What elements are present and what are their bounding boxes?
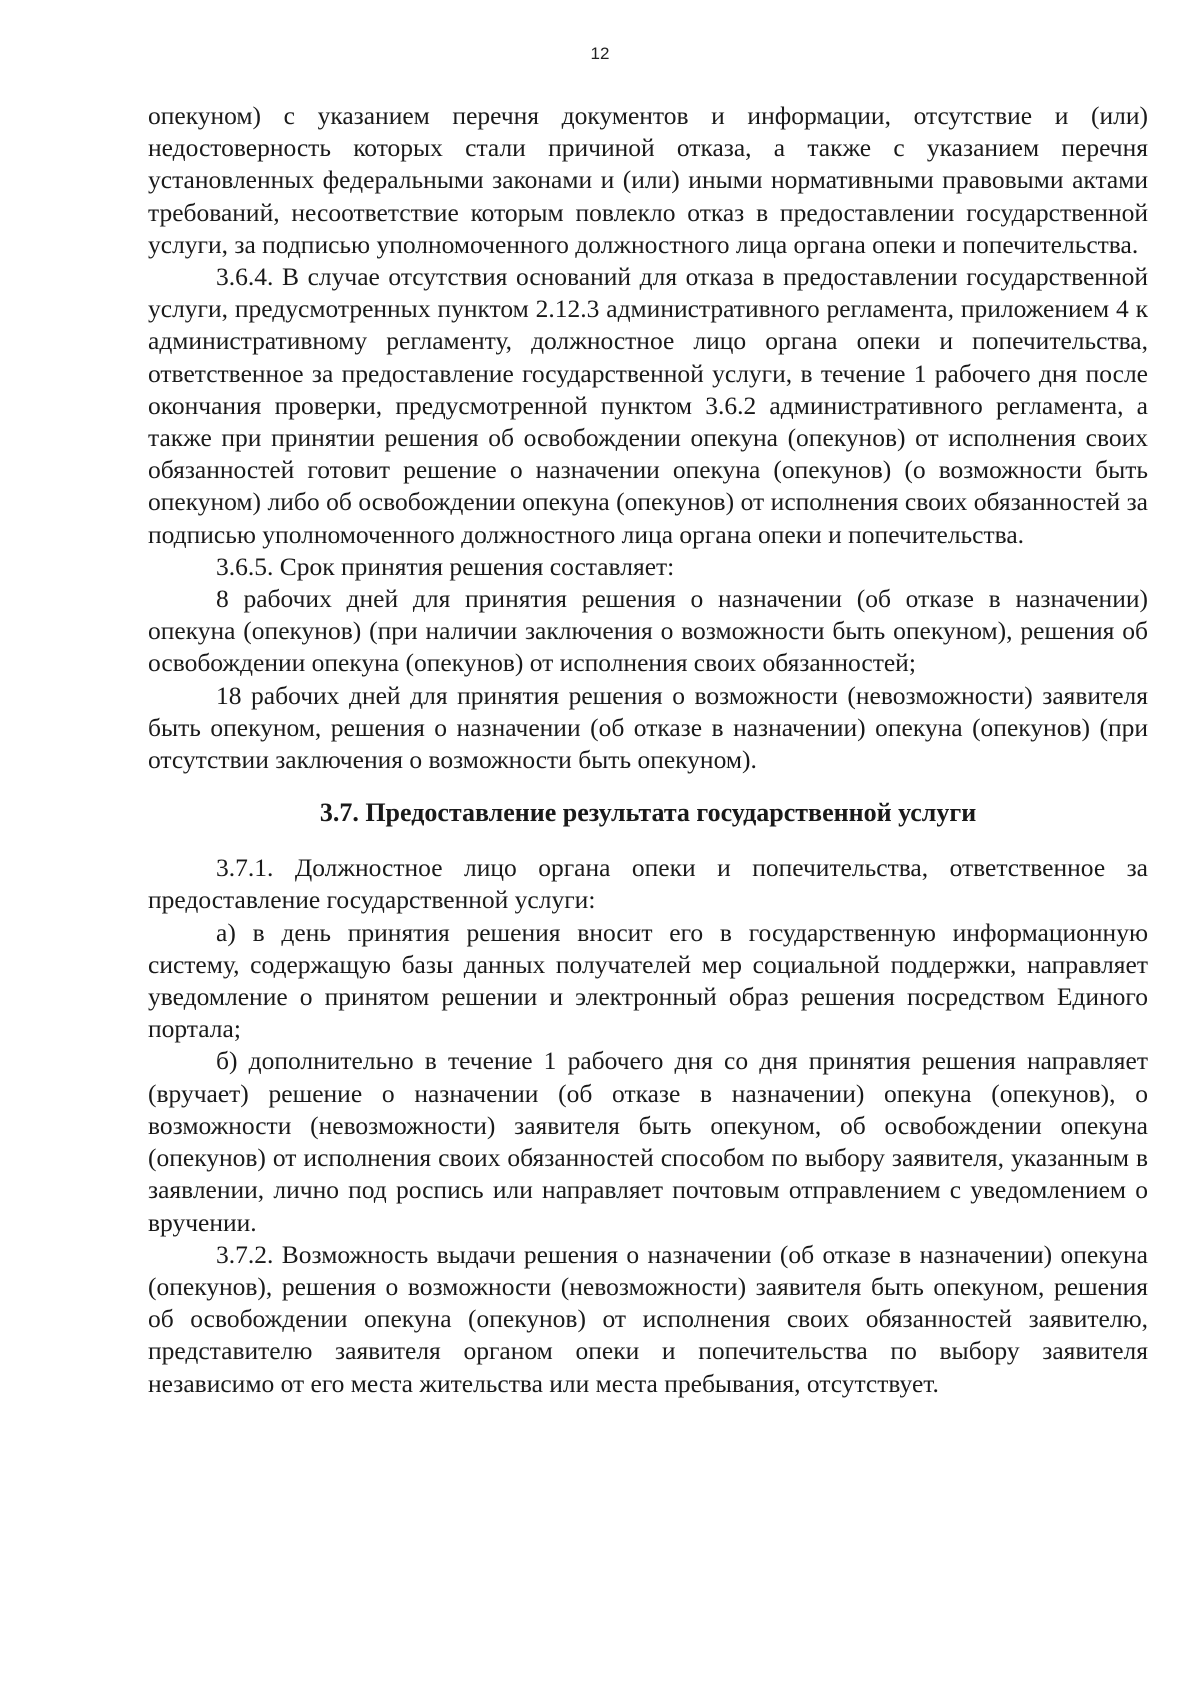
- paragraph-8-days: 8 рабочих дней для принятия решения о назначении (об отказе в назначении) опекуна (опекунов) (при наличии заключения о возможности быть опекуном), решения об освобождении опекуна (опекунов) от исполнения своих обязанностей;: [148, 584, 1148, 678]
- document-body: [148, 100, 1148, 1400]
- paragraph-item-b: б) дополнительно в течение 1 рабочего дня со дня принятия решения направляет (вручает) решение о назначении (об отказе в назначении) опекуна (опекунов), о возможности (невозможности) заявителя быть опекуном, об освобождении опекуна (опекунов) от исполнения своих обязанностей способом по выбору заявителя, указанным в заявлении, лично под роспись или направляет почтовым отправлением с уведомлением о вручении.: [148, 1046, 1148, 1237]
- paragraph-3-7-1: 3.7.1. Должностное лицо органа опеки и попечительства, ответственное за предоставление государственной услуги:: [148, 853, 1148, 915]
- paragraph-continuation: опекуном) с указанием перечня документов и информации, отсутствие и (или) недостоверность которых стали причиной отказа, а также с указанием перечня установленных федеральными законами и (или) иными нормативными правовыми актами требований, несоответствие которым повлекло отказ в предоставлении государственной услуги, за подписью уполномоченного должностного лица органа опеки и попечительства.: [148, 101, 1148, 259]
- section-heading-3-7: 3.7. Предоставление результата государственной услуги: [319, 798, 977, 828]
- paragraph-3-6-4: 3.6.4. В случае отсутствия оснований для отказа в предоставлении государственной услуги, предусмотренных пунктом 2.12.3 административного регламента, приложением 4 к административному регламенту, должностное лицо органа опеки и попечительства, ответственное за предоставление государственной услуги, в течение 1 рабочего дня после окончания проверки, предусмотренной пунктом 3.6.2 административного регламента, а также при принятии решения об освобождении опекуна (опекунов) от исполнения своих обязанностей готовит решение о назначении опекуна (опекунов) (о возможности быть опекуном) либо об освобождении опекуна (опекунов) от исполнения своих обязанностей за подписью уполномоченного должностного лица органа опеки и попечительства.: [148, 262, 1148, 549]
- paragraph-3-7-2: 3.7.2. Возможность выдачи решения о назначении (об отказе в назначении) опекуна (опекунов), решения о возможности (невозможности) заявителя быть опекуном, решения об освобождении опекуна (опекунов) от исполнения своих обязанностей заявителю, представителю заявителя органом опеки и попечительства по выбору заявителя независимо от его места жительства или места пребывания, отсутствует.: [148, 1239, 1148, 1398]
- page-number: 12: [590, 44, 610, 63]
- paragraph-18-days: 18 рабочих дней для принятия решения о возможности (невозможности) заявителя быть опекуном, решения о назначении (об отказе в назначении) опекуна (опекунов) (при отсутствии заключения о возможности быть опекуном).: [148, 680, 1148, 775]
- paragraph-3-6-5: 3.6.5. Срок принятия решения составляет:: [216, 551, 675, 581]
- paragraph-item-a: а) в день принятия решения вносит его в государственную информационную систему, содержащую базы данных получателей мер социальной поддержки, направляет уведомление о принятом решении и электронный образ решения посредством Единого портала;: [148, 917, 1148, 1044]
